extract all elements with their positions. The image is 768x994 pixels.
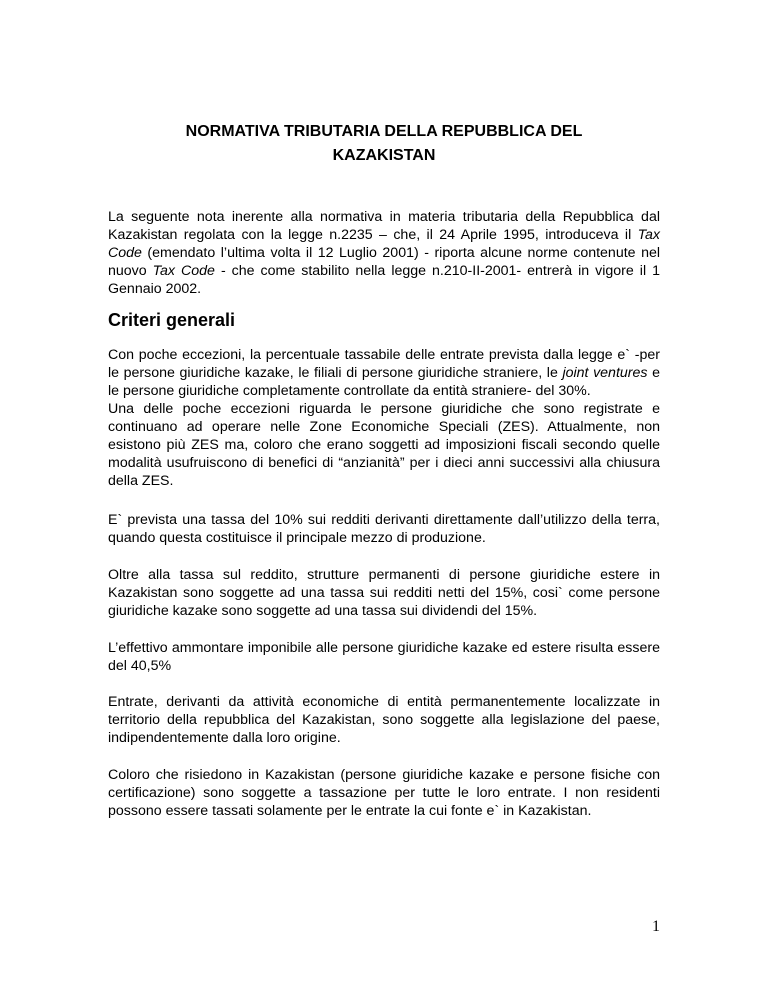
intro-text-1: La seguente nota inerente alla normativa in materia tributaria della Repubblica dal Kazakistan regolata con la legge n.2235 – che, il 24 Aprile 1995, introduceva il	[108, 209, 660, 243]
intro-text-3: - che come stabilito nella legge n.210-II-2001- entrerà in vigore il 1 Gennaio 2002.	[108, 263, 660, 297]
paragraph-economic-activity: Entrate, derivanti da attività economiche di entità permanentemente localizzate in territorio della repubblica del Kazakistan, sono soggette alla legislazione del paese, indipendentemente dalla loro origine.	[108, 694, 660, 746]
p1-text-2: e le persone giuridiche completamente controllate da entità straniere- del 30%.	[108, 365, 660, 399]
p1-text-1: Con poche eccezioni, la percentuale tassabile delle entrate prevista dalla legge e` -per le persone giuridiche kazake, le filiali di persone giuridiche straniere, le	[108, 347, 660, 381]
intro-paragraph	[108, 208, 660, 298]
paragraph-residents: Coloro che risiedono in Kazakistan (persone giuridiche kazake e persone fisiche con certificazione) sono soggette a tassazione per tutte le loro entrate. I non residenti possono essere tassati solamente per le entrate la cui fonte e` in Kazakistan.	[108, 767, 660, 819]
document-title	[108, 120, 660, 168]
page-number: 1	[652, 918, 660, 935]
p1-italic-1: joint ventures	[562, 365, 648, 381]
p1-text-3: Una delle poche eccezioni riguarda le persone giuridiche che sono registrate e continuano ad operare nelle Zone Economiche Speciali (ZES). Attualmente, non esistono più ZES ma, coloro che erano soggetti ad imposizioni fiscali secondo quelle modalità usufruiscono di benefici di “anzianità” per i dieci anni successivi alla chiusura della ZES.	[108, 401, 660, 489]
intro-italic-2: Tax Code	[152, 263, 215, 279]
intro-text-2: (emendato l’ultima volta il 12 Luglio 2001) - riporta alcune norme contenute nel nuovo	[108, 245, 660, 279]
intro-italic-1: Tax Code	[108, 227, 660, 261]
document-title-line-1: NORMATIVA TRIBUTARIA DELLA REPUBBLICA DEL	[185, 123, 583, 140]
paragraph-land-tax: E` prevista una tassa del 10% sui redditi derivanti direttamente dall’utilizzo della terra, quando questa costituisce il principale mezzo di produzione.	[108, 512, 660, 546]
paragraph-income-tax: Oltre alla tassa sul reddito, strutture permanenti di persone giuridiche estere in Kazakistan sono soggette ad una tassa sui redditi netti del 15%, cosi` come persone giuridiche kazake sono soggette ad una tassa sui dividendi del 15%.	[108, 567, 660, 619]
paragraph-taxable-amount: L’effettivo ammontare imponibile alle persone giuridiche kazake ed estere risulta essere del 40,5%	[108, 640, 660, 674]
paragraph-general-criteria	[108, 346, 660, 490]
section-heading: Criteri generali	[108, 310, 236, 330]
document-title-line-2: KAZAKISTAN	[332, 147, 436, 164]
